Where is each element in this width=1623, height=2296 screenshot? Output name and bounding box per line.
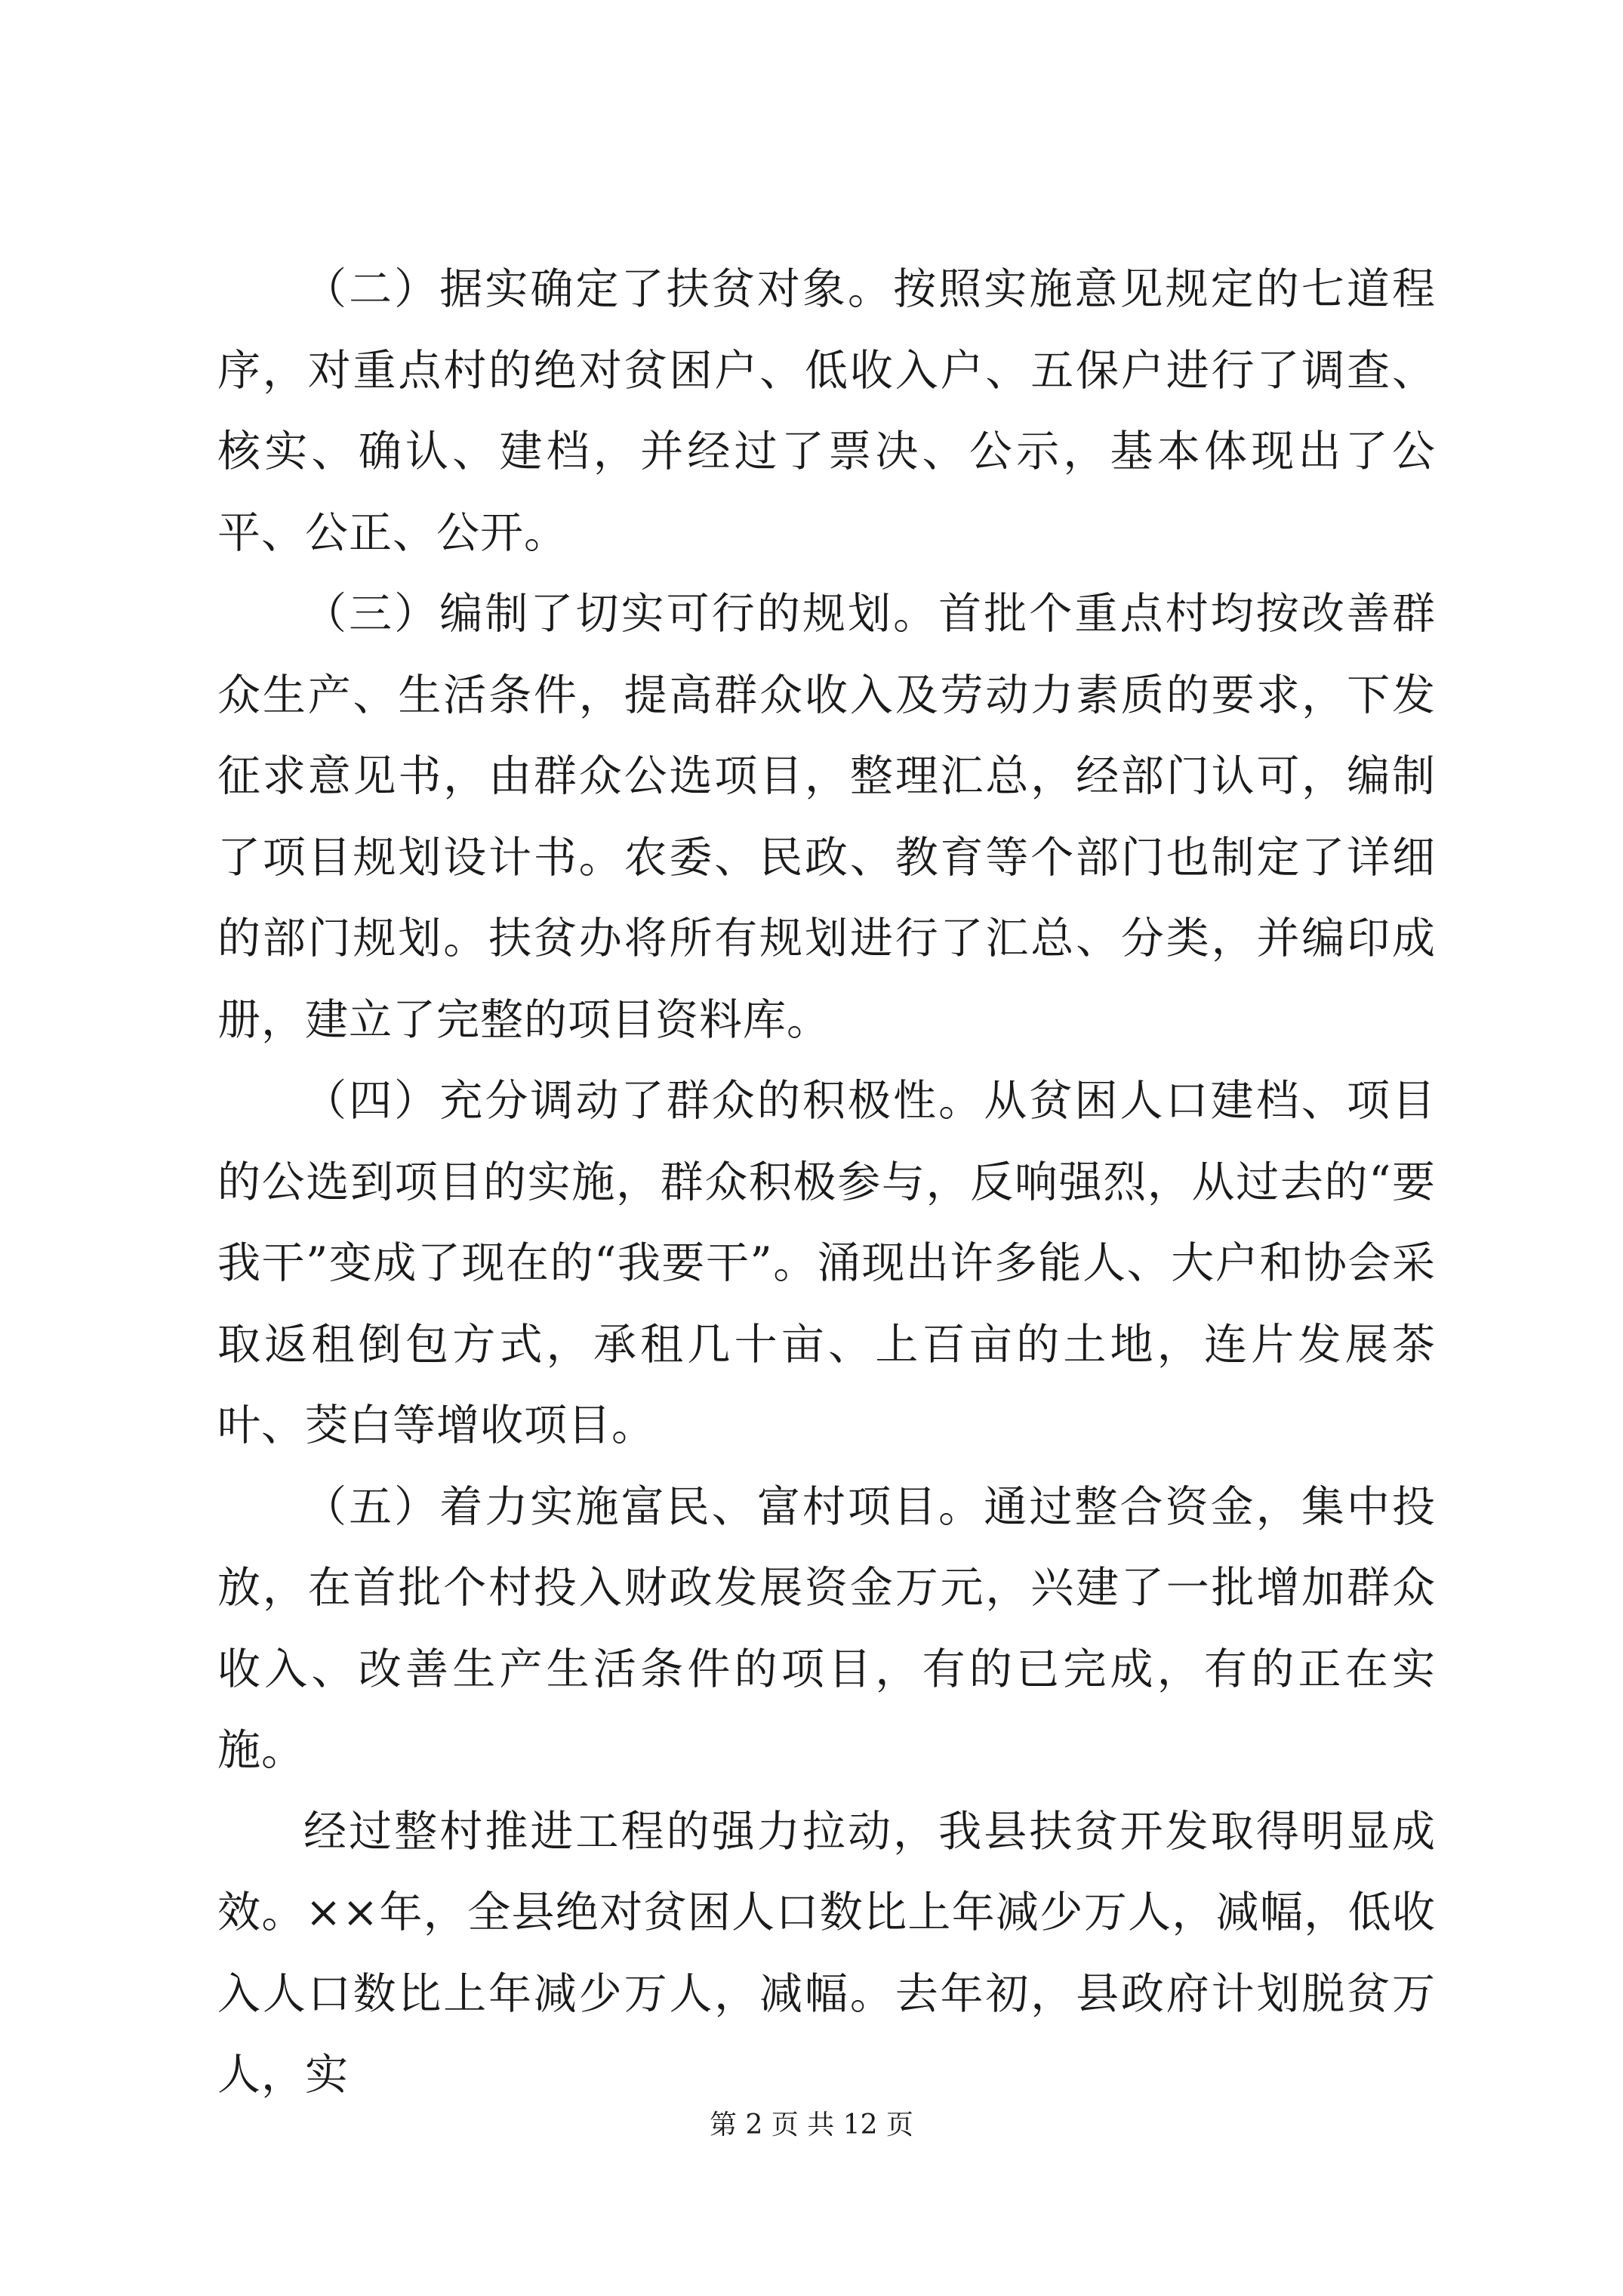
paragraph-section-3: （三）编制了切实可行的规划。首批个重点村均按改善群众生产、生活条件，提高群众收入及劳动力素质的要求，下发征求意见书，由群众公选项目，整理汇总，经部门认可，编制了项目规划设计书。农委、民政、教育等个部门也制定了详细的部门规划。扶贫办将所有规划进行了汇总、分类，并编印成册，建立了完整的项目资料库。 (217, 589, 1436, 1045)
document-body (217, 249, 1436, 2116)
paragraph-section-5: （五）着力实施富民、富村项目。通过整合资金，集中投放，在首批个村投入财政发展资金万元，兴建了一批增加群众收入、改善生产生活条件的项目，有的已完成，有的正在实施。 (217, 1481, 1436, 1775)
paragraph-results: 经过整村推进工程的强力拉动，我县扶贫开发取得明显成效。××年，全县绝对贫困人口数比上年减少万人，减幅，低收入人口数比上年减少万人，减幅。去年初，县政府计划脱贫万人，实 (217, 1806, 1436, 2100)
paragraph-section-2: （二）据实确定了扶贫对象。按照实施意见规定的七道程序，对重点村的绝对贫困户、低收入户、五保户进行了调查、核实、确认、建档，并经过了票决、公示，基本体现出了公平、公正、公开。 (217, 264, 1436, 558)
paragraph-section-4: （四）充分调动了群众的积极性。从贫困人口建档、项目的公选到项目的实施，群众积极参与，反响强烈，从过去的“要我干”变成了现在的“我要干”。涌现出许多能人、大户和协会采取返租倒包方式，承租几十亩、上百亩的土地，连片发展茶叶、茭白等增收项目。 (217, 1076, 1436, 1450)
page-number-footer: 第 2 页 共 12 页 (710, 2110, 913, 2140)
